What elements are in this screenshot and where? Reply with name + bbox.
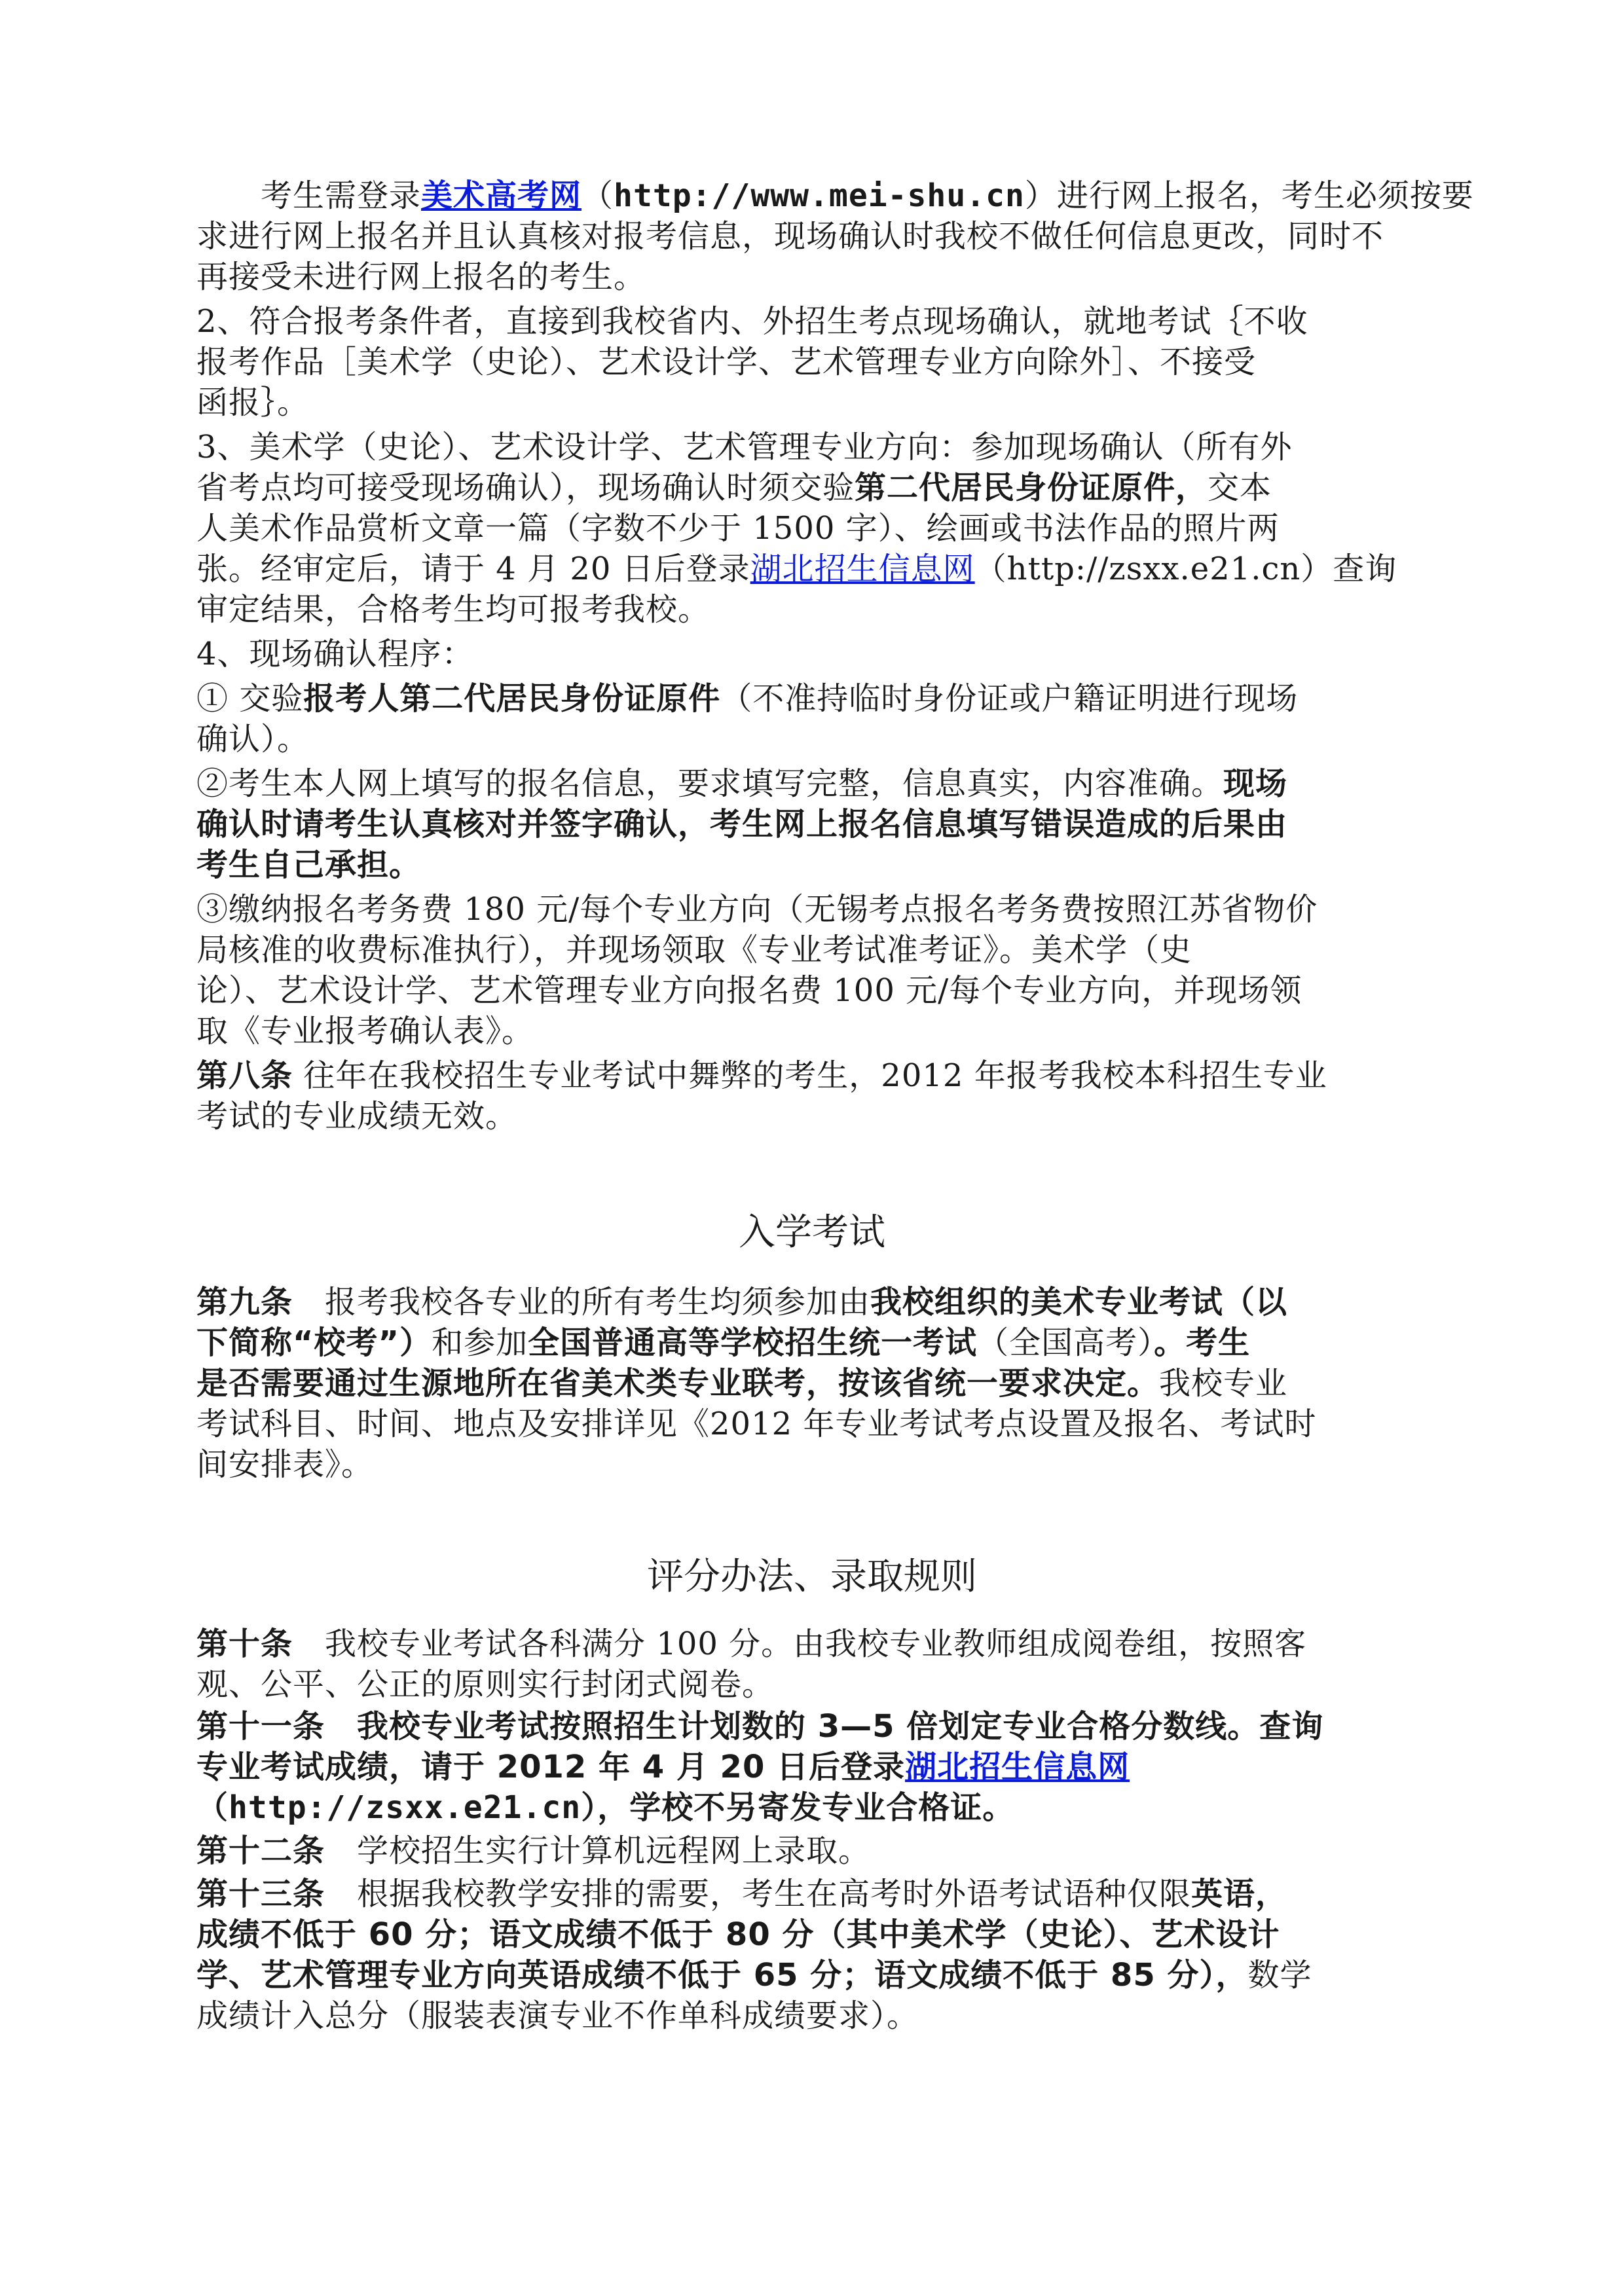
text-span: 我校专业考试各科满分 100 分。由我校专业教师组成阅卷组，按照客	[293, 1626, 1307, 1662]
bold-text: 专业考试成绩，请于 2012 年 4 月 20 日后登录	[196, 1749, 906, 1785]
bold-text: （	[196, 1789, 229, 1826]
article-line: 考试的专业成绩无效。	[196, 1098, 518, 1135]
step-line: 论）、艺术设计学、艺术管理专业方向报名费 100 元/每个专业方向，并现场领	[196, 972, 1302, 1009]
hubei-zsxx-link[interactable]: 湖北招生信息网	[905, 1749, 1130, 1785]
text-span: 根据我校教学安排的需要，考生在高考时外语考试语种仅限	[325, 1876, 1192, 1912]
article-label: 第八条	[196, 1057, 293, 1094]
article-label: 第十条	[196, 1626, 293, 1662]
text-span: 往年在我校招生专业考试中舞弊的考生，2012 年报考我校本科招生专业	[293, 1057, 1327, 1094]
paragraph-line	[196, 549, 1441, 592]
paragraph-line: 再接受未进行网上报名的考生。	[196, 259, 646, 295]
bold-text: 学、艺术管理专业方向英语成绩不低于 65 分；语文成绩不低于 85 分），	[196, 1957, 1248, 1994]
bold-text: 第二代居民身份证原件，	[855, 469, 1208, 506]
text-span: （http://zsxx.e21.cn）查询	[974, 551, 1397, 587]
article-label: 第九条	[196, 1284, 293, 1321]
step-line	[196, 678, 1441, 721]
text-span: 交本	[1208, 469, 1272, 506]
article-label: 第十三条	[196, 1876, 325, 1912]
paragraph-line: 审定结果，合格考生均可报考我校。	[196, 591, 710, 628]
text-span: （不准持临时身份证或户籍证明进行现场	[720, 680, 1299, 717]
section-heading: 入学考试	[739, 1211, 885, 1254]
text-span: ②考生本人网上填写的报名信息，要求填写完整，信息真实，内容准确。	[196, 765, 1224, 802]
url-text: http://www.mei-shu.cn	[614, 177, 1025, 214]
bold-text: 全国普通高等学校招生统一考试	[528, 1324, 978, 1361]
text-span: 报考我校各专业的所有考生均须参加由	[293, 1284, 871, 1321]
step-line: 取《专业报考确认表》。	[196, 1013, 534, 1049]
text-span: 我校专业	[1159, 1365, 1288, 1402]
step-line: 确认时请考生认真核对并签字确认，考生网上报名信息填写错误造成的后果由	[196, 806, 1288, 843]
hubei-zsxx-link[interactable]: 湖北招生信息网	[750, 551, 975, 587]
text-span: （	[581, 177, 614, 214]
article-line: 成绩不低于 60 分；语文成绩不低于 80 分（其中美术学（史论）、艺术设计	[196, 1916, 1280, 1953]
paragraph-line: 报考作品［美术学（史论）、艺术设计学、艺术管理专业方向除外］、不接受	[196, 344, 1257, 380]
text-span: 数学	[1247, 1957, 1312, 1994]
article-line	[196, 1706, 1441, 1749]
bold-text: 。考生	[1154, 1324, 1251, 1361]
url-text: http://zsxx.e21.cn	[229, 1789, 581, 1826]
article-line	[196, 1055, 1441, 1099]
step-line: 确认）。	[196, 721, 310, 757]
paragraph-line	[261, 175, 1505, 219]
text-span: 考生需登录	[261, 177, 422, 214]
text-span: ）进行网上报名，考生必须按要	[1024, 177, 1474, 214]
paragraph-line: 3、美术学（史论）、艺术设计学、艺术管理专业方向：参加现场确认（所有外	[196, 429, 1293, 465]
section-heading: 评分办法、录取规则	[647, 1556, 977, 1598]
text-span: 和参加	[432, 1324, 528, 1361]
bold-text: 英语，	[1191, 1876, 1288, 1912]
article-line	[196, 1322, 1441, 1366]
article-label: 第十二条	[196, 1832, 325, 1869]
step-line	[196, 763, 1441, 807]
article-line	[196, 1282, 1441, 1325]
bold-text: ），学校不另寄发专业合格证。	[581, 1789, 1015, 1826]
text-span: ① 交验	[196, 680, 304, 717]
article-line	[196, 1363, 1441, 1406]
paragraph-line: 人美术作品赏析文章一篇（字数不少于 1500 字）、绘画或书法作品的照片两	[196, 510, 1280, 547]
article-line: 考试科目、时间、地点及安排详见《2012 年专业考试考点设置及报名、考试时	[196, 1406, 1317, 1442]
paragraph-line: 4、现场确认程序：	[196, 636, 474, 672]
paragraph-line: 求进行网上报名并且认真核对报考信息，现场确认时我校不做任何信息更改，同时不	[196, 218, 1384, 255]
paragraph-line	[196, 467, 1441, 511]
text-span: 张。经审定后，请于 4 月 20 日后登录	[196, 551, 750, 587]
mei-shu-link[interactable]: 美术高考网	[421, 177, 582, 214]
article-line	[196, 1955, 1441, 1998]
article-line: 间安排表》。	[196, 1446, 374, 1483]
step-line: ③缴纳报名考务费 180 元/每个专业方向（无锡考点报名考务费按照江苏省物价	[196, 891, 1318, 928]
article-line	[196, 1747, 1441, 1790]
text-span: 学校招生实行计算机远程网上录取。	[325, 1832, 871, 1869]
article-label: 第十一条	[196, 1708, 325, 1745]
article-line	[196, 1624, 1441, 1667]
paragraph-line: 函报｝。	[196, 384, 310, 421]
article-line	[196, 1831, 1441, 1874]
article-line: 观、公平、公正的原则实行封闭式阅卷。	[196, 1666, 775, 1703]
article-line	[196, 1874, 1441, 1917]
bold-text: 我校专业考试按照招生计划数的 3—5 倍划定专业合格分数线。查询	[325, 1708, 1324, 1745]
article-line	[196, 1787, 1441, 1831]
text-span: （全国高考）	[977, 1324, 1154, 1361]
text-span: 省考点均可接受现场确认），现场确认时须交验	[196, 469, 855, 506]
step-line: 局核准的收费标准执行），并现场领取《专业考试准考证》。美术学（史	[196, 932, 1192, 968]
bold-text: 是否需要通过生源地所在省美术类专业联考，按该省统一要求决定。	[196, 1365, 1160, 1402]
paragraph-line: 2、符合报考条件者，直接到我校省内、外招生考点现场确认，就地考试｛不收	[196, 303, 1308, 340]
bold-text: 我校组织的美术专业考试（以	[870, 1284, 1288, 1321]
bold-text: 报考人第二代居民身份证原件	[303, 680, 721, 717]
article-line: 成绩计入总分（服装表演专业不作单科成绩要求）。	[196, 1997, 919, 2034]
step-line: 考生自己承担。	[196, 847, 422, 883]
bold-text: 下简称“校考”）	[196, 1324, 432, 1361]
bold-text: 现场	[1223, 765, 1288, 802]
